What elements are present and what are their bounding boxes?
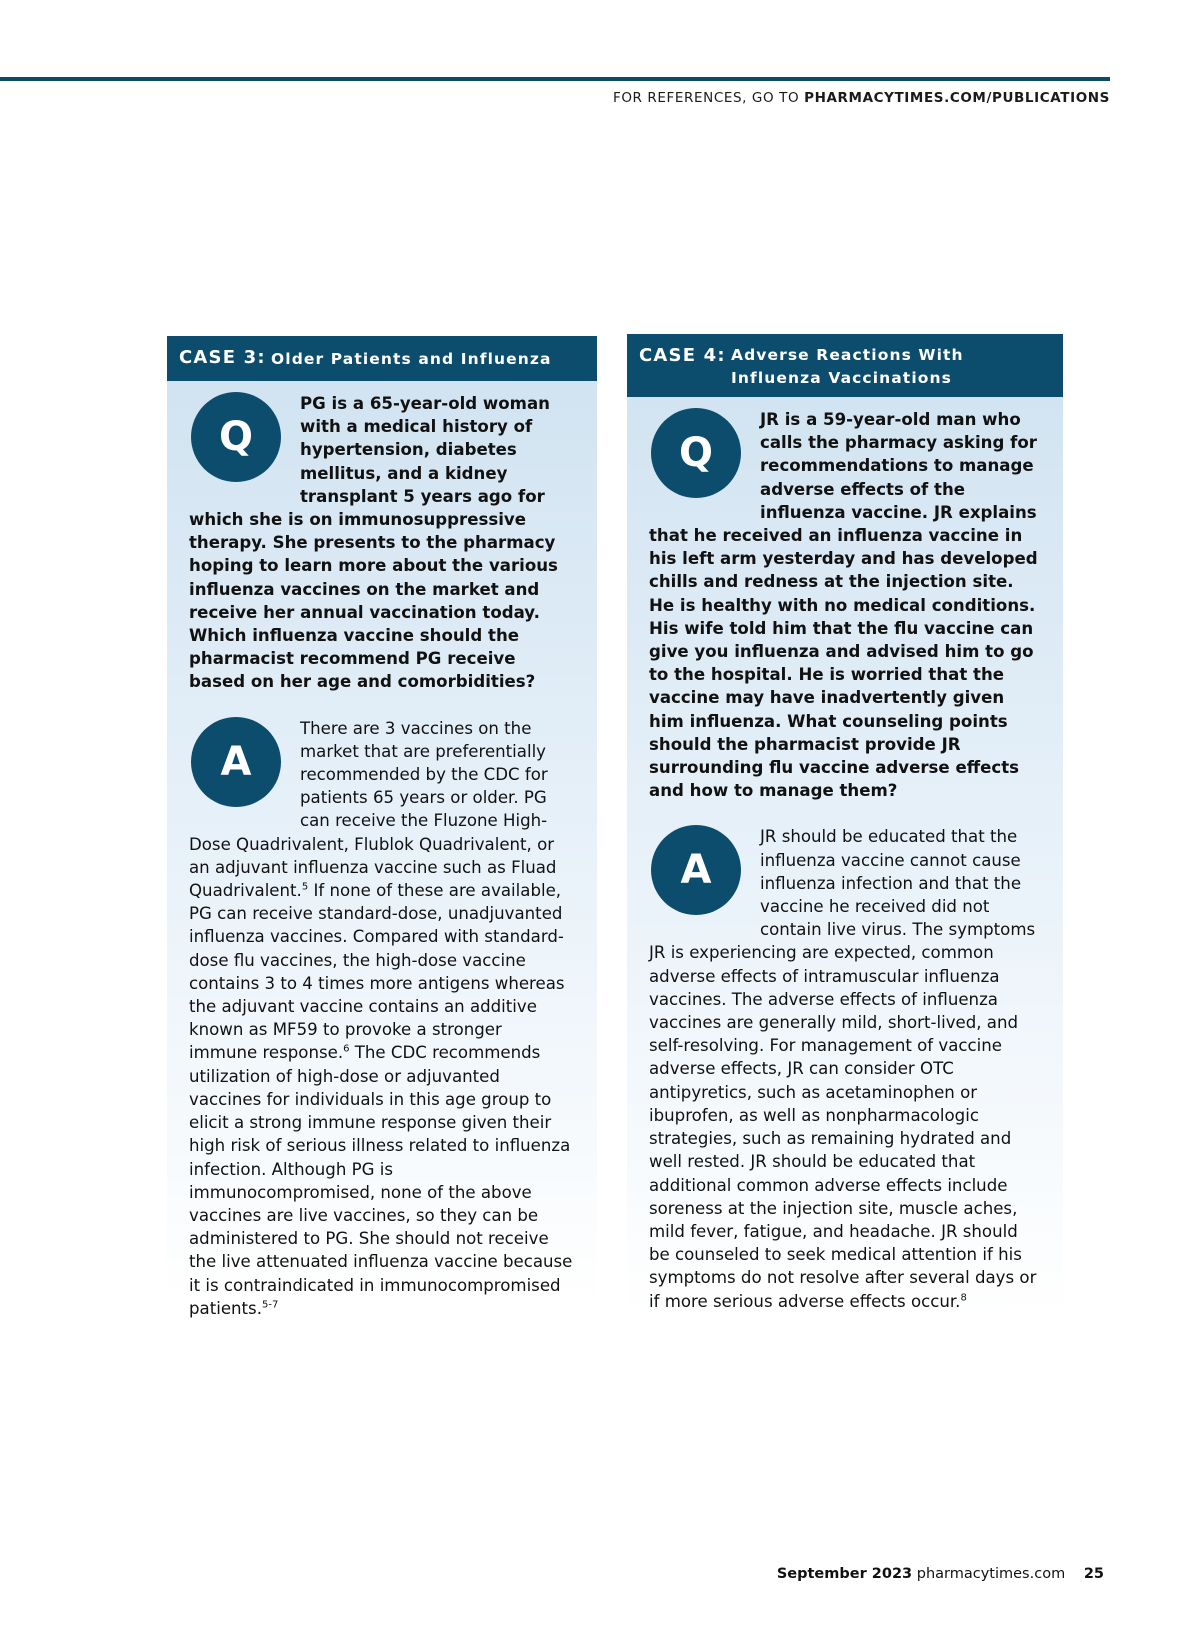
case-3-header <box>167 336 597 381</box>
case-3-answer <box>189 717 575 1320</box>
case-4-answer-part-1: JR should be educated that the influenza vaccine cannot cause influenza infection and that the vaccine he received did not contain live virus. The symptoms JR is experiencing are expected, common adverse effects of intramuscular influenza vaccines. The adverse effects of influenza vaccines are generally mild, short-lived, and self-resolving. For management of vaccine adverse effects, JR can consider OTC antipyretics, such as acetaminophen or ibuprofen, as well as nonpharmacologic strategies, such as remaining hydrated and well rested. JR should be educated that additional common adverse effects include soreness at the injection site, muscle aches, mild fever, fatigue, and headache. JR should be counseled to seek medical attention if his symptoms do not resolve after several days or if more serious adverse effects occur. <box>649 827 1037 1311</box>
page-number: 25 <box>1083 1566 1104 1582</box>
footer-site[interactable]: pharmacytimes.com <box>916 1566 1066 1582</box>
reference-superscript: 8 <box>960 1291 967 1303</box>
answer-badge: A <box>191 717 281 807</box>
case-3-box <box>167 336 597 1318</box>
case-4-header <box>627 334 1063 397</box>
case-4-title: Adverse Reactions With Influenza Vaccinations <box>731 346 964 387</box>
case-3-label: CASE 3: <box>179 347 266 368</box>
case-4-question <box>649 408 1041 802</box>
case-3-answer-part-1: There are 3 vaccines on the market that are preferentially recommended by the CDC for patients 65 years or older. PG can receive the Fluzone High-Dose Quadrivalent, Flublok Quadrivalent, or an adjuvant influenza vaccine such as Fluad Quadrivalent. <box>189 718 557 901</box>
answer-badge: A <box>651 825 741 915</box>
case-3-title: Older Patients and Influenza <box>271 350 552 368</box>
question-badge: Q <box>191 392 281 482</box>
case-3-answer-part-2: If none of these are available, PG can receive standard-dose, unadjuvanted influenza vaccines. Compared with standard-dose flu vaccines, the high-dose vaccine contains 3 to 4 times more antigens whereas the adjuvant vaccine contains an additive known as MF59 to provoke a stronger immune response. <box>189 881 565 1063</box>
case-4-answer <box>649 825 1041 1312</box>
case-3-answer-text <box>189 717 575 1320</box>
references-prefix: FOR REFERENCES, GO TO <box>612 90 800 106</box>
case-3-question <box>189 392 575 694</box>
case-3-answer-part-3: The CDC recommends utilization of high-dose or adjuvanted vaccines for individuals in this age group to elicit a strong immune response given their high risk of serious illness related to influenza infection. Although PG is immunocompromised, none of the above vaccines are live vaccines, so they can be administered to PG. She should not receive the live attenuated influenza vaccine because it is contraindicated in immunocompromised patients. <box>189 1043 573 1318</box>
case-4-box <box>627 334 1063 1319</box>
case-3-question-text: PG is a 65-year-old woman with a medical history of hypertension, diabetes mellitus, and a kidney transplant 5 years ago for which she is on immunosuppressive therapy. She presents to the pharmacy hoping to learn more about the various influenza vaccines on the market and receive her annual vaccination today. Which influenza vaccine should the pharmacist recommend PG receive based on her age and comorbidities? <box>189 394 558 692</box>
question-badge: Q <box>651 408 741 498</box>
reference-superscript: 5 <box>301 881 309 893</box>
case-3-body <box>167 381 597 1320</box>
reference-superscript: 5-7 <box>261 1299 279 1311</box>
references-url[interactable]: PHARMACYTIMES.COM/PUBLICATIONS <box>804 90 1110 106</box>
case-4-question-text: JR is a 59-year-old man who calls the pharmacy asking for recommendations to manage adverse effects of the influenza vaccine. JR explains that he received an influenza vaccine in his left arm yesterday and has developed chills and redness at the injection site. He is healthy with no medical conditions. His wife told him that the flu vaccine can give you influenza and advised him to go to the hospital. He is worried that the vaccine may have inadvertently given him influenza. What counseling points should the pharmacist provide JR surrounding flu vaccine adverse effects and how to manage them? <box>649 410 1038 801</box>
issue-date: September 2023 <box>776 1566 913 1582</box>
references-line <box>613 90 1110 106</box>
case-4-label: CASE 4: <box>639 345 726 366</box>
top-rule <box>0 77 1110 81</box>
case-4-body <box>627 397 1063 1313</box>
page-footer <box>777 1566 1104 1582</box>
reference-superscript: 6 <box>343 1043 350 1055</box>
